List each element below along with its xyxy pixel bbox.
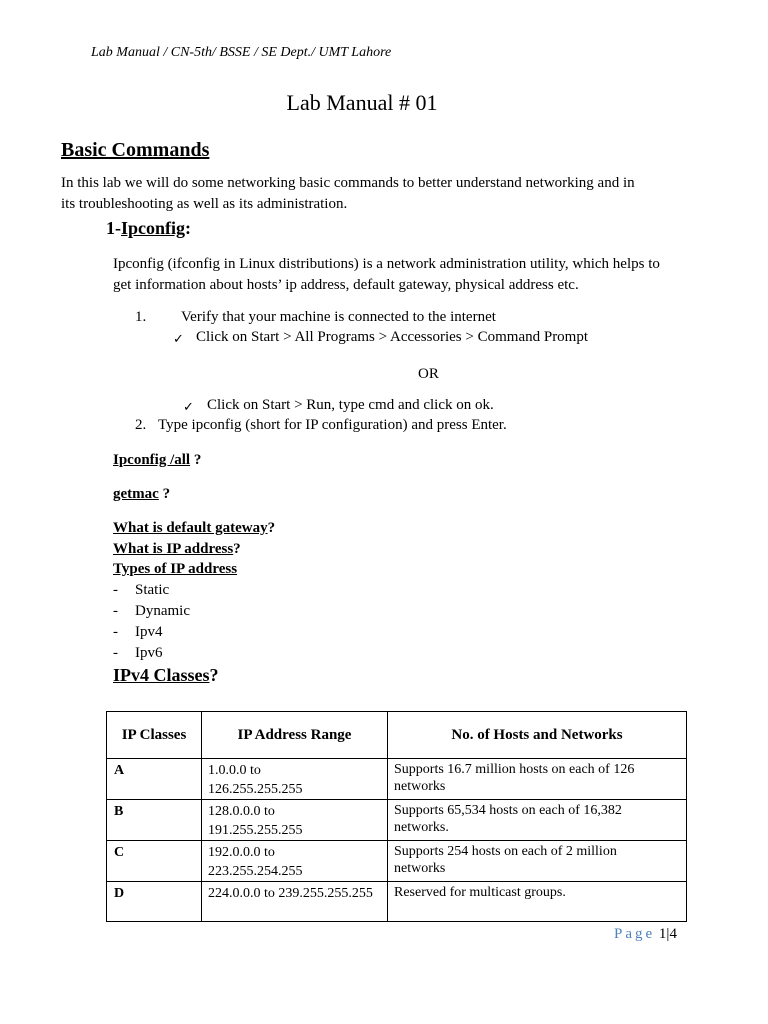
range-line: 1.0.0.0 to: [208, 763, 261, 778]
list-item-text: Static: [135, 582, 170, 598]
subsection-number: 1-: [106, 218, 121, 238]
question-text: getmac: [113, 486, 159, 502]
step-1-text: Verify that your machine is connected to the internet: [181, 309, 496, 325]
intro-line-1: In this lab we will do some networking basic commands to better understand networking and in: [61, 175, 635, 191]
column-header: IP Address Range: [202, 712, 388, 759]
check-glyph: ✓: [183, 400, 194, 415]
check-item-2: Click on Start > Run, type cmd and click on ok.: [207, 397, 494, 413]
section-heading: Basic Commands: [61, 139, 210, 161]
ipv4-classes-title: IPv4 Classes: [113, 665, 210, 685]
list-item-text: Ipv4: [135, 624, 163, 640]
list-item-text: Ipv6: [135, 645, 163, 661]
step-1: [135, 309, 146, 326]
class-cell: A: [107, 759, 202, 800]
class-cell: B: [107, 800, 202, 841]
running-header: Lab Manual / CN-5th/ BSSE / SE Dept./ UMT Lahore: [91, 45, 392, 60]
bullet-dash: -: [113, 582, 118, 598]
class-cell: D: [107, 882, 202, 922]
table-row: [107, 800, 687, 841]
table-header-row: [107, 712, 687, 759]
range-line: 223.255.254.255: [208, 864, 303, 879]
hosts-line: Supports 16.7 million hosts on each of 126: [394, 762, 635, 777]
subsection-title: Ipconfig: [121, 218, 186, 238]
hosts-line: Reserved for multicast groups.: [394, 885, 566, 900]
table-row: [107, 882, 687, 922]
question-mark: ?: [158, 486, 171, 502]
question-ip-address: [113, 541, 241, 558]
question-ipconfig-all: [113, 452, 201, 469]
ipconfig-line-1: Ipconfig (ifconfig in Linux distributions) is a network administration utility, which helps to: [113, 256, 660, 272]
hosts-cell: [388, 841, 687, 882]
question-text: What is default gateway: [113, 520, 268, 536]
list-item: [113, 645, 163, 662]
bullet-dash: -: [113, 603, 118, 619]
ip-classes-table: [106, 711, 687, 922]
or-separator: OR: [418, 366, 439, 382]
hosts-cell: [388, 800, 687, 841]
column-header: No. of Hosts and Networks: [388, 712, 687, 759]
list-item: [113, 603, 190, 620]
table-row: [107, 759, 687, 800]
table-row: [107, 841, 687, 882]
ipconfig-paragraph: [113, 254, 673, 295]
intro-paragraph: [61, 173, 661, 214]
list-item: [113, 582, 169, 599]
document-title: Lab Manual # 01: [286, 90, 438, 115]
hosts-line: Supports 254 hosts on each of 2 million: [394, 844, 617, 859]
range-line: 192.0.0.0 to: [208, 845, 275, 860]
page-separator: |: [666, 926, 670, 942]
check-glyph: ✓: [173, 332, 184, 347]
hosts-line: networks: [394, 861, 446, 876]
range-cell: [202, 800, 388, 841]
step-1-number: 1.: [135, 309, 147, 325]
page-current: 1: [658, 926, 667, 942]
question-default-gateway: [113, 520, 275, 537]
hosts-cell: [388, 759, 687, 800]
column-header: IP Classes: [107, 712, 202, 759]
hosts-line: Supports 65,534 hosts on each of 16,382: [394, 803, 622, 818]
page-label: Page: [614, 926, 656, 942]
intro-line-2: its troubleshooting as well as its administration.: [61, 195, 348, 212]
page-total: 4: [669, 926, 677, 942]
subsection-heading: [106, 218, 191, 239]
list-item: [113, 624, 163, 641]
range-line: 126.255.255.255: [208, 782, 303, 797]
question-text: What is IP address: [113, 541, 234, 557]
range-cell: [202, 841, 388, 882]
check-item-1: Click on Start > All Programs > Accessories > Command Prompt: [196, 329, 589, 345]
subsection-colon: :: [185, 218, 192, 238]
ipconfig-line-2: get information about hosts’ ip address, default gateway, physical address etc.: [113, 276, 579, 293]
list-item-text: Dynamic: [135, 603, 190, 619]
hosts-cell: [388, 882, 687, 922]
question-getmac: [113, 486, 170, 503]
step-2-number: 2.: [135, 417, 147, 433]
bullet-dash: -: [113, 624, 118, 640]
class-cell: C: [107, 841, 202, 882]
question-mark: ?: [233, 541, 241, 557]
range-line: 224.0.0.0 to 239.255.255.255: [208, 886, 373, 901]
range-line: 128.0.0.0 to: [208, 804, 275, 819]
question-mark: ?: [209, 665, 219, 685]
question-mark: ?: [190, 452, 202, 468]
question-text: Ipconfig /all: [113, 452, 191, 468]
hosts-line: networks: [394, 779, 446, 794]
question-types-of-ip: [113, 561, 237, 578]
step-2-text: Type ipconfig (short for IP configuration) and press Enter.: [158, 417, 507, 433]
hosts-line: networks.: [394, 820, 449, 835]
range-cell: [202, 759, 388, 800]
bullet-dash: -: [113, 645, 118, 661]
question-text: Types of IP address: [113, 561, 238, 577]
ipv4-classes-heading: [113, 665, 219, 686]
page-number: [614, 926, 677, 943]
range-line: 191.255.255.255: [208, 823, 303, 838]
question-mark: ?: [267, 520, 276, 536]
checkmark-icon: [183, 398, 194, 416]
checkmark-icon: [173, 330, 184, 348]
range-cell: [202, 882, 388, 922]
